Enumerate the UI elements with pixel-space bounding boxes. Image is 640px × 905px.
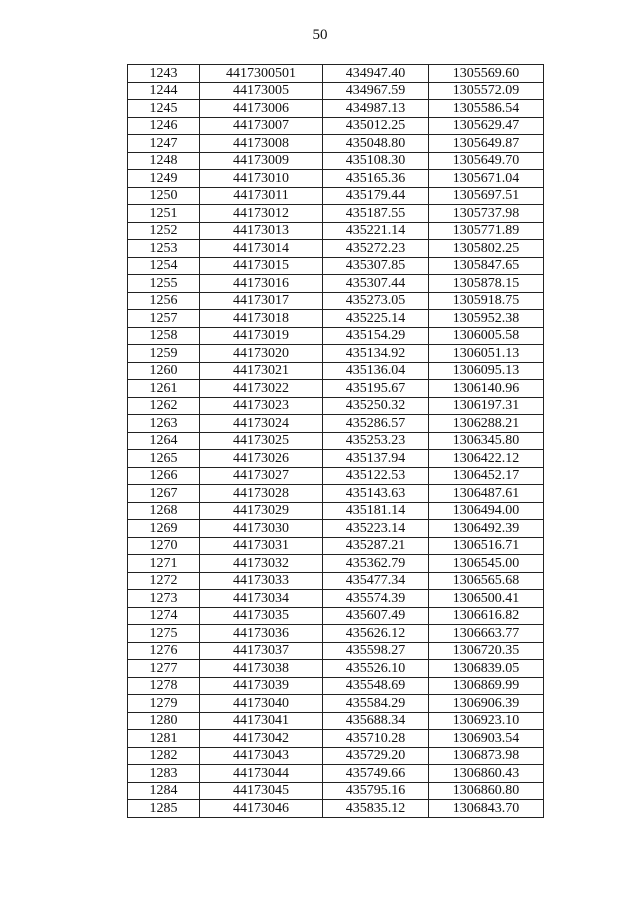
table-row [128,275,544,293]
row-number-cell: 1275 [128,625,200,643]
table-row [128,117,544,135]
row-number-cell: 1282 [128,747,200,765]
x-coordinate-cell: 435795.16 [323,782,429,800]
y-coordinate-cell: 1306663.77 [429,625,544,643]
x-coordinate-cell: 435729.20 [323,747,429,765]
table-row [128,362,544,380]
table-row [128,660,544,678]
y-coordinate-cell: 1306452.17 [429,467,544,485]
table-row [128,782,544,800]
y-coordinate-cell: 1306860.43 [429,765,544,783]
table-row [128,380,544,398]
point-id-cell: 44173037 [200,642,323,660]
x-coordinate-cell: 435048.80 [323,135,429,153]
table-row [128,292,544,310]
row-number-cell: 1284 [128,782,200,800]
x-coordinate-cell: 434947.40 [323,65,429,83]
table-row [128,800,544,818]
row-number-cell: 1279 [128,695,200,713]
row-number-cell: 1262 [128,397,200,415]
y-coordinate-cell: 1306492.39 [429,520,544,538]
y-coordinate-cell: 1306565.68 [429,572,544,590]
table-row [128,152,544,170]
point-id-cell: 44173031 [200,537,323,555]
y-coordinate-cell: 1306500.41 [429,590,544,608]
x-coordinate-cell: 435137.94 [323,450,429,468]
point-id-cell: 44173017 [200,292,323,310]
table-row [128,170,544,188]
point-id-cell: 44173041 [200,712,323,730]
row-number-cell: 1246 [128,117,200,135]
row-number-cell: 1244 [128,82,200,100]
x-coordinate-cell: 435181.14 [323,502,429,520]
point-id-cell: 44173006 [200,100,323,118]
table-row [128,485,544,503]
x-coordinate-cell: 435187.55 [323,205,429,223]
table-row [128,712,544,730]
row-number-cell: 1249 [128,170,200,188]
table-row [128,327,544,345]
x-coordinate-cell: 434987.13 [323,100,429,118]
point-id-cell: 44173018 [200,310,323,328]
row-number-cell: 1257 [128,310,200,328]
row-number-cell: 1266 [128,467,200,485]
y-coordinate-cell: 1305649.87 [429,135,544,153]
y-coordinate-cell: 1306860.80 [429,782,544,800]
table-row [128,607,544,625]
table-row [128,642,544,660]
row-number-cell: 1276 [128,642,200,660]
page-number: 50 [312,27,328,43]
x-coordinate-cell: 435286.57 [323,415,429,433]
point-id-cell: 44173016 [200,275,323,293]
point-id-cell: 44173046 [200,800,323,818]
point-id-cell: 44173043 [200,747,323,765]
x-coordinate-cell: 435195.67 [323,380,429,398]
y-coordinate-cell: 1306843.70 [429,800,544,818]
table-row [128,520,544,538]
point-id-cell: 44173034 [200,590,323,608]
point-id-cell: 44173022 [200,380,323,398]
x-coordinate-cell: 435250.32 [323,397,429,415]
x-coordinate-cell: 434967.59 [323,82,429,100]
point-id-cell: 44173007 [200,117,323,135]
y-coordinate-cell: 1306545.00 [429,555,544,573]
table-row [128,747,544,765]
y-coordinate-cell: 1306720.35 [429,642,544,660]
row-number-cell: 1278 [128,677,200,695]
row-number-cell: 1264 [128,432,200,450]
table-row [128,467,544,485]
point-id-cell: 44173033 [200,572,323,590]
y-coordinate-cell: 1305878.15 [429,275,544,293]
y-coordinate-cell: 1305569.60 [429,65,544,83]
point-id-cell: 44173039 [200,677,323,695]
y-coordinate-cell: 1306140.96 [429,380,544,398]
point-id-cell: 44173029 [200,502,323,520]
y-coordinate-cell: 1306869.99 [429,677,544,695]
table-row [128,450,544,468]
x-coordinate-cell: 435287.21 [323,537,429,555]
row-number-cell: 1270 [128,537,200,555]
y-coordinate-cell: 1306197.31 [429,397,544,415]
point-id-cell: 44173026 [200,450,323,468]
x-coordinate-cell: 435165.36 [323,170,429,188]
point-id-cell: 44173025 [200,432,323,450]
point-id-cell: 44173032 [200,555,323,573]
x-coordinate-cell: 435598.27 [323,642,429,660]
x-coordinate-cell: 435179.44 [323,187,429,205]
y-coordinate-cell: 1306487.61 [429,485,544,503]
y-coordinate-cell: 1306903.54 [429,730,544,748]
x-coordinate-cell: 435688.34 [323,712,429,730]
point-id-cell: 44173008 [200,135,323,153]
point-id-cell: 44173024 [200,415,323,433]
y-coordinate-cell: 1305697.51 [429,187,544,205]
point-id-cell: 44173023 [200,397,323,415]
table-body [128,65,544,818]
x-coordinate-cell: 435154.29 [323,327,429,345]
x-coordinate-cell: 435221.14 [323,222,429,240]
table-row [128,537,544,555]
point-id-cell: 44173013 [200,222,323,240]
point-id-cell: 44173021 [200,362,323,380]
row-number-cell: 1258 [128,327,200,345]
x-coordinate-cell: 435108.30 [323,152,429,170]
y-coordinate-cell: 1306345.80 [429,432,544,450]
y-coordinate-cell: 1306288.21 [429,415,544,433]
x-coordinate-cell: 435225.14 [323,310,429,328]
row-number-cell: 1265 [128,450,200,468]
row-number-cell: 1251 [128,205,200,223]
point-id-cell: 44173038 [200,660,323,678]
row-number-cell: 1283 [128,765,200,783]
row-number-cell: 1281 [128,730,200,748]
row-number-cell: 1261 [128,380,200,398]
x-coordinate-cell: 435548.69 [323,677,429,695]
x-coordinate-cell: 435122.53 [323,467,429,485]
x-coordinate-cell: 435584.29 [323,695,429,713]
y-coordinate-cell: 1305847.65 [429,257,544,275]
x-coordinate-cell: 435710.28 [323,730,429,748]
row-number-cell: 1269 [128,520,200,538]
y-coordinate-cell: 1305918.75 [429,292,544,310]
row-number-cell: 1268 [128,502,200,520]
row-number-cell: 1285 [128,800,200,818]
row-number-cell: 1271 [128,555,200,573]
table-row [128,415,544,433]
y-coordinate-cell: 1306839.05 [429,660,544,678]
row-number-cell: 1253 [128,240,200,258]
table-row [128,100,544,118]
point-id-cell: 44173040 [200,695,323,713]
y-coordinate-cell: 1306051.13 [429,345,544,363]
y-coordinate-cell: 1305952.38 [429,310,544,328]
row-number-cell: 1259 [128,345,200,363]
table-row [128,310,544,328]
row-number-cell: 1248 [128,152,200,170]
x-coordinate-cell: 435307.85 [323,257,429,275]
table-row [128,695,544,713]
point-id-cell: 44173030 [200,520,323,538]
point-id-cell: 44173035 [200,607,323,625]
x-coordinate-cell: 435307.44 [323,275,429,293]
x-coordinate-cell: 435477.34 [323,572,429,590]
table-row [128,625,544,643]
y-coordinate-cell: 1306923.10 [429,712,544,730]
row-number-cell: 1243 [128,65,200,83]
y-coordinate-cell: 1306873.98 [429,747,544,765]
x-coordinate-cell: 435134.92 [323,345,429,363]
coordinates-table [127,64,544,818]
y-coordinate-cell: 1306516.71 [429,537,544,555]
point-id-cell: 44173042 [200,730,323,748]
x-coordinate-cell: 435012.25 [323,117,429,135]
row-number-cell: 1263 [128,415,200,433]
point-id-cell: 44173011 [200,187,323,205]
y-coordinate-cell: 1305572.09 [429,82,544,100]
y-coordinate-cell: 1305771.89 [429,222,544,240]
x-coordinate-cell: 435253.23 [323,432,429,450]
table-row [128,240,544,258]
x-coordinate-cell: 435626.12 [323,625,429,643]
table-row [128,257,544,275]
table-row [128,135,544,153]
y-coordinate-cell: 1306616.82 [429,607,544,625]
y-coordinate-cell: 1306095.13 [429,362,544,380]
row-number-cell: 1273 [128,590,200,608]
point-id-cell: 44173015 [200,257,323,275]
x-coordinate-cell: 435607.49 [323,607,429,625]
x-coordinate-cell: 435143.63 [323,485,429,503]
y-coordinate-cell: 1306494.00 [429,502,544,520]
row-number-cell: 1256 [128,292,200,310]
y-coordinate-cell: 1305629.47 [429,117,544,135]
x-coordinate-cell: 435835.12 [323,800,429,818]
x-coordinate-cell: 435526.10 [323,660,429,678]
row-number-cell: 1277 [128,660,200,678]
table-row [128,555,544,573]
table-row [128,345,544,363]
x-coordinate-cell: 435272.23 [323,240,429,258]
y-coordinate-cell: 1305671.04 [429,170,544,188]
table-row [128,572,544,590]
y-coordinate-cell: 1305802.25 [429,240,544,258]
table-row [128,82,544,100]
row-number-cell: 1274 [128,607,200,625]
row-number-cell: 1272 [128,572,200,590]
table-row [128,730,544,748]
point-id-cell: 44173010 [200,170,323,188]
table-row [128,677,544,695]
x-coordinate-cell: 435749.66 [323,765,429,783]
y-coordinate-cell: 1306005.58 [429,327,544,345]
point-id-cell: 44173027 [200,467,323,485]
y-coordinate-cell: 1306906.39 [429,695,544,713]
table-row [128,590,544,608]
row-number-cell: 1280 [128,712,200,730]
point-id-cell: 44173012 [200,205,323,223]
row-number-cell: 1252 [128,222,200,240]
x-coordinate-cell: 435223.14 [323,520,429,538]
x-coordinate-cell: 435362.79 [323,555,429,573]
point-id-cell: 44173036 [200,625,323,643]
y-coordinate-cell: 1305737.98 [429,205,544,223]
table-row [128,432,544,450]
y-coordinate-cell: 1305586.54 [429,100,544,118]
point-id-cell: 44173020 [200,345,323,363]
point-id-cell: 44173028 [200,485,323,503]
x-coordinate-cell: 435574.39 [323,590,429,608]
table-row [128,222,544,240]
point-id-cell: 44173005 [200,82,323,100]
row-number-cell: 1260 [128,362,200,380]
row-number-cell: 1247 [128,135,200,153]
table-row [128,502,544,520]
point-id-cell: 44173014 [200,240,323,258]
table-row [128,187,544,205]
x-coordinate-cell: 435273.05 [323,292,429,310]
row-number-cell: 1245 [128,100,200,118]
row-number-cell: 1267 [128,485,200,503]
point-id-cell: 44173045 [200,782,323,800]
point-id-cell: 44173044 [200,765,323,783]
point-id-cell: 44173009 [200,152,323,170]
x-coordinate-cell: 435136.04 [323,362,429,380]
y-coordinate-cell: 1305649.70 [429,152,544,170]
point-id-cell: 4417300501 [200,65,323,83]
row-number-cell: 1250 [128,187,200,205]
table-row [128,765,544,783]
table-row [128,65,544,83]
table-row [128,397,544,415]
row-number-cell: 1255 [128,275,200,293]
table-row [128,205,544,223]
point-id-cell: 44173019 [200,327,323,345]
y-coordinate-cell: 1306422.12 [429,450,544,468]
row-number-cell: 1254 [128,257,200,275]
